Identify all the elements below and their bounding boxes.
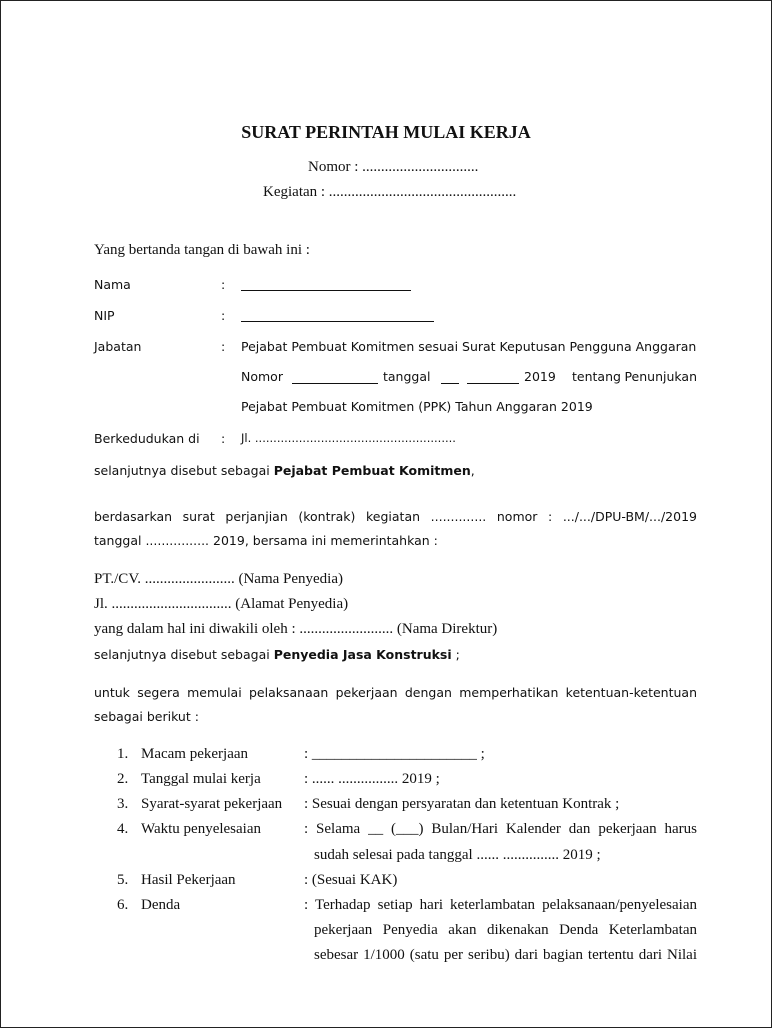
berkedudukan-value: Jl. ....................................................... [241, 431, 456, 445]
penyedia-reference [94, 647, 460, 662]
jabatan-line-1: Pejabat Pembuat Komitmen sesuai Surat Keputusan Pengguna Anggaran [241, 339, 697, 354]
ppk-reference-suffix: , [470, 463, 475, 478]
ppk-reference [94, 463, 475, 478]
nama-colon: : [221, 277, 226, 292]
mulai-line-2: sebagai berikut : [94, 709, 199, 724]
item-value: : ______________________ ; [304, 746, 485, 762]
nip-colon: : [221, 308, 226, 323]
item-value: : Sesuai dengan persyaratan dan ketentuan Kontrak ; [304, 796, 620, 812]
jabatan-tanggal-word: tanggal [383, 369, 431, 384]
intro-text: Yang bertanda tangan di bawah ini : [94, 242, 310, 258]
jabatan-day-blank [441, 383, 459, 384]
penyedia-pt: PT./CV. ........................ (Nama Penyedia) [94, 571, 344, 587]
penyedia-reference-prefix: selanjutnya disebut sebagai [94, 647, 274, 662]
ppk-reference-prefix: selanjutnya disebut sebagai [94, 463, 274, 478]
penyedia-wakil: yang dalam hal ini diwakili oleh : ......................... (Nama Direktur) [94, 621, 498, 637]
penyedia-reference-bold: Penyedia Jasa Konstruksi [273, 647, 452, 662]
penyedia-reference-suffix: ; [451, 647, 460, 662]
jabatan-colon: : [221, 339, 226, 354]
berkedudukan-label: Berkedudukan di [94, 431, 200, 446]
item-value: : (Sesuai KAK) [304, 872, 398, 888]
item-value-continued: sudah selesai pada tanggal ...... ............... 2019 ; [314, 847, 601, 863]
item-value-continued: pekerjaan Penyedia akan dikenakan Denda Keterlambatan [314, 922, 697, 938]
jabatan-tentang-word: tentang [572, 369, 621, 384]
jabatan-nomor-word: Nomor [241, 369, 283, 384]
item-label: Waktu penyelesaian [141, 821, 261, 837]
document-title: SURAT PERINTAH MULAI KERJA [241, 122, 531, 142]
item-number: 5. [117, 872, 129, 888]
item-value: : Selama __ (___) Bulan/Hari Kalender dan pekerjaan harus [304, 821, 697, 837]
jabatan-penunjukan-word: Penunjukan [624, 369, 697, 384]
item-label: Macam pekerjaan [141, 746, 249, 762]
kegiatan-line: Kegiatan : .................................................. [263, 184, 517, 200]
kontrak-line-1: berdasarkan surat perjanjian (kontrak) kegiatan .............. nomor : .../.../DPU-BM/.../2019 [94, 509, 697, 524]
mulai-line-1: untuk segera memulai pelaksanaan pekerjaan dengan memperhatikan ketentuan-ketentuan [94, 685, 697, 700]
item-number: 2. [117, 771, 129, 787]
jabatan-line-3: Pejabat Pembuat Komitmen (PPK) Tahun Anggaran 2019 [241, 399, 593, 414]
item-number: 3. [117, 796, 129, 812]
nama-label: Nama [94, 277, 131, 292]
ppk-reference-bold: Pejabat Pembuat Komitmen [273, 463, 471, 478]
kontrak-line-2: tanggal ................ 2019, bersama ini memerintahkan : [94, 533, 438, 548]
item-value: : Terhadap setiap hari keterlambatan pelaksanaan/penyelesaian [304, 897, 697, 913]
item-number: 4. [117, 821, 129, 837]
item-number: 6. [117, 897, 129, 913]
nip-label: NIP [94, 308, 115, 323]
jabatan-line-2 [241, 369, 697, 387]
berkedudukan-colon: : [221, 431, 226, 446]
item-label: Denda [141, 897, 181, 913]
item-label: Hasil Pekerjaan [141, 872, 236, 888]
item-label: Tanggal mulai kerja [141, 771, 261, 787]
item-label: Syarat-syarat pekerjaan [141, 796, 283, 812]
nip-blank-line [241, 321, 434, 322]
nomor-line: Nomor : ............................... [308, 159, 479, 175]
jabatan-label: Jabatan [94, 339, 142, 354]
item-number: 1. [117, 746, 129, 762]
item-value: : ...... ................ 2019 ; [304, 771, 440, 787]
penyedia-jl: Jl. ................................ (Alamat Penyedia) [94, 596, 349, 612]
item-value-continued: sebesar 1/1000 (satu per seribu) dari bagian tertentu dari Nilai [314, 947, 697, 963]
nama-blank-line [241, 290, 411, 291]
jabatan-month-blank [467, 383, 519, 384]
jabatan-year: 2019 [524, 369, 556, 384]
jabatan-nomor-blank [292, 383, 378, 384]
